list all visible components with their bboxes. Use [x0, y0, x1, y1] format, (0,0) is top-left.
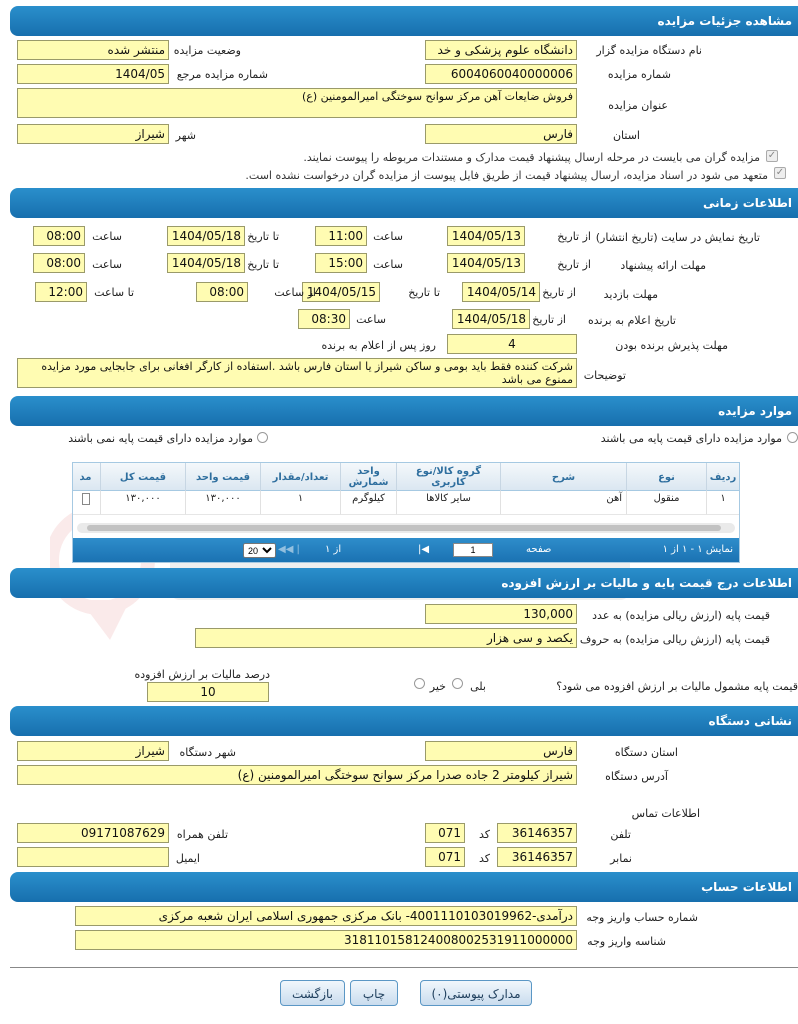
- deposit-id-label: شناسه واریز وجه: [587, 935, 666, 948]
- attach-docs-checkbox[interactable]: ✓: [767, 150, 777, 161]
- device-province-field[interactable]: فارس: [425, 741, 577, 761]
- display-to-label: تا تاریخ: [247, 230, 279, 243]
- visit-to-hour-label: تا ساعت: [94, 286, 134, 299]
- pager-next-icon[interactable]: |◀: [418, 544, 430, 555]
- announce-time[interactable]: 08:30: [298, 309, 350, 329]
- visit-to-time[interactable]: 12:00: [35, 282, 87, 302]
- footer-divider: [10, 967, 798, 968]
- cell-desc: آهن: [500, 491, 626, 515]
- vat-no-radio[interactable]: [414, 678, 425, 689]
- check1-label: مزایده گران می بایست در مرحله ارسال پیشنهاد قیمت مدارک و مستندات مربوطه را پیوست نمایند.: [303, 151, 760, 164]
- offer-from-date[interactable]: 1404/05/13: [447, 253, 525, 273]
- vat-yes-label: بلی: [470, 680, 486, 693]
- phone-code-field[interactable]: 071: [425, 823, 465, 843]
- display-from-label: از تاریخ: [557, 230, 591, 243]
- vat-question: قیمت پایه مشمول مالیات بر ارزش افزوده می شود؟: [556, 680, 798, 693]
- device-address-label: آدرس دستگاه: [605, 770, 668, 783]
- account-number-label: شماره حساب واریز وجه: [586, 911, 698, 924]
- vat-yes-radio[interactable]: [452, 678, 463, 689]
- section-header-device: نشانی دستگاه: [10, 706, 798, 736]
- province-field[interactable]: فارس: [425, 124, 577, 144]
- phone-code-label: کد: [478, 828, 490, 841]
- status-field[interactable]: منتشر شده: [17, 40, 169, 60]
- pager-prev-icon[interactable]: ◀◀ |: [278, 544, 300, 555]
- device-province-label: استان دستگاه: [614, 746, 678, 759]
- fax-code-field[interactable]: 071: [425, 847, 465, 867]
- base-words-field[interactable]: یکصد و سی هزار: [195, 628, 577, 648]
- visit-from-date[interactable]: 1404/05/14: [462, 282, 540, 302]
- deposit-id-field[interactable]: 318110158124008002531911000000: [75, 930, 577, 950]
- email-field[interactable]: [17, 847, 169, 867]
- col-total[interactable]: قیمت کل: [100, 463, 185, 491]
- display-from-date[interactable]: 1404/05/13: [447, 226, 525, 246]
- visit-to-date[interactable]: 1404/05/15: [302, 282, 380, 302]
- vat-percent-label: درصد مالیات بر ارزش افزوده: [134, 668, 270, 681]
- attached-docs-button[interactable]: مدارک پیوستی(۰): [420, 980, 532, 1006]
- col-unit-price[interactable]: قیمت واحد: [185, 463, 260, 491]
- display-from-hour-label: ساعت: [373, 230, 403, 243]
- col-unit[interactable]: واحد شمارش: [340, 463, 396, 491]
- offer-to-time[interactable]: 08:00: [33, 253, 85, 273]
- section-header-items: موارد مزایده: [10, 396, 798, 426]
- cell-unit-price: ۱۳۰,۰۰۰: [185, 491, 260, 515]
- announce-from-label: از تاریخ: [532, 313, 566, 326]
- number-label: شماره مزایده: [607, 68, 671, 81]
- mobile-label: تلفن همراه: [176, 828, 228, 841]
- offer-to-label: تا تاریخ: [247, 258, 279, 271]
- section-header-timing: اطلاعات زمانی: [10, 188, 798, 218]
- offer-to-date[interactable]: 1404/05/18: [167, 253, 245, 273]
- row-action-icon[interactable]: [82, 493, 90, 505]
- offer-label: مهلت ارائه پیشنهاد: [620, 259, 706, 272]
- base-num-field[interactable]: 130,000: [425, 604, 577, 624]
- section-header-account: اطلاعات حساب: [10, 872, 798, 902]
- no-file-offer-checkbox[interactable]: ✓: [775, 167, 785, 178]
- base-num-label: قیمت پایه (ارزش ریالی مزایده) به عدد: [592, 609, 770, 622]
- cell-unit: کیلوگرم: [340, 491, 396, 515]
- vat-percent-field[interactable]: 10: [147, 682, 269, 702]
- col-group[interactable]: گروه کالا/نوع کاربری: [396, 463, 500, 491]
- phone-field[interactable]: 36146357: [497, 823, 577, 843]
- fax-label: نمابر: [610, 852, 632, 865]
- print-button[interactable]: چاپ: [350, 980, 398, 1006]
- cell-group: سایر کالاها: [396, 491, 500, 515]
- title-field[interactable]: فروش ضایعات آهن مرکز سوانح سوختگی امیرالمومنین (ع): [17, 88, 577, 118]
- announce-hour-label: ساعت: [356, 313, 386, 326]
- offer-from-time[interactable]: 15:00: [315, 253, 367, 273]
- radio-without-base-price[interactable]: [257, 432, 268, 443]
- radio-with-label: موارد مزایده دارای قیمت پایه می باشند: [600, 432, 782, 445]
- visit-to-label: تا تاریخ: [408, 286, 440, 299]
- radio-with-base-price[interactable]: [787, 432, 798, 443]
- col-type[interactable]: نوع: [626, 463, 706, 491]
- visit-from-time[interactable]: 08:00: [196, 282, 248, 302]
- contact-title: اطلاعات تماس: [631, 807, 700, 820]
- mobile-field[interactable]: 09171087629: [17, 823, 169, 843]
- visit-from-label: از تاریخ: [542, 286, 576, 299]
- city-label: شهر: [175, 129, 196, 142]
- cell-extra[interactable]: [72, 491, 100, 515]
- display-to-date[interactable]: 1404/05/18: [167, 226, 245, 246]
- fax-field[interactable]: 36146357: [497, 847, 577, 867]
- accept-label: مهلت پذیرش برنده بودن: [615, 339, 728, 352]
- pager-size-select[interactable]: [243, 543, 276, 558]
- scrollbar-thumb[interactable]: [87, 525, 721, 531]
- device-city-field[interactable]: شیراز: [17, 741, 169, 761]
- display-to-time[interactable]: 08:00: [33, 226, 85, 246]
- offer-to-hour-label: ساعت: [92, 258, 122, 271]
- title-label: عنوان مزایده: [608, 99, 668, 112]
- cell-row: ۱: [706, 491, 739, 515]
- city-field[interactable]: شیراز: [17, 124, 169, 144]
- announce-date[interactable]: 1404/05/18: [452, 309, 530, 329]
- accept-days-field[interactable]: 4: [447, 334, 577, 354]
- items-grid: [72, 462, 740, 563]
- fax-code-label: کد: [478, 852, 490, 865]
- province-label: استان: [612, 129, 640, 142]
- radio-without-label: موارد مزایده دارای قیمت پایه نمی باشند: [68, 432, 253, 445]
- announce-label: تاریخ اعلام به برنده: [587, 314, 676, 327]
- ref-label: شماره مزایده مرجع: [176, 68, 268, 81]
- status-label: وضعیت مزایده: [173, 44, 241, 57]
- device-address-field[interactable]: شیراز کیلومتر 2 جاده صدرا مرکز سوانح سوختگی امیرالمومنین (ع): [17, 765, 577, 785]
- display-date-label: تاریخ نمایش در سایت (تاریخ انتشار): [595, 231, 760, 244]
- visit-from-hour-label: از ساعت: [274, 286, 316, 299]
- org-field[interactable]: دانشگاه علوم پزشکی و خد: [425, 40, 577, 60]
- horizontal-scrollbar[interactable]: [77, 523, 735, 533]
- cell-qty: ۱: [260, 491, 340, 515]
- visit-label: مهلت بازدید: [603, 288, 658, 301]
- org-label: نام دستگاه مزایده گزار: [596, 44, 702, 57]
- display-from-time[interactable]: 11:00: [315, 226, 367, 246]
- email-label: ایمیل: [175, 852, 200, 865]
- col-desc[interactable]: شرح: [500, 463, 626, 491]
- pager-page-label: صفحه: [526, 544, 552, 555]
- section-header-details: مشاهده جزئیات مزایده: [10, 6, 798, 36]
- display-to-hour-label: ساعت: [92, 230, 122, 243]
- pager-page-input[interactable]: [453, 543, 493, 557]
- pager-of: از ۱: [325, 544, 342, 555]
- account-number-field[interactable]: درآمدی-4001110103019962- بانک مرکزی جمهوری اسلامی ایران شعبه مرکزی: [75, 906, 577, 926]
- phone-label: تلفن: [610, 828, 631, 841]
- offer-from-label: از تاریخ: [557, 258, 591, 271]
- grid-header: [73, 463, 739, 491]
- cell-total: ۱۳۰,۰۰۰: [100, 491, 185, 515]
- desc-label: توضیحات: [583, 369, 626, 382]
- vat-no-label: خیر: [429, 680, 446, 693]
- col-extra[interactable]: مد: [72, 463, 100, 491]
- base-words-label: قیمت پایه (ارزش ریالی مزایده) به حروف: [579, 633, 770, 646]
- device-city-label: شهر دستگاه: [179, 746, 236, 759]
- desc-field[interactable]: شرکت کننده فقط باید بومی و ساکن شیراز یا استان فارس باشد .استفاده از کارگر افغانی برای جابجایی مورد مزایده ممنوع می باشد: [17, 358, 577, 388]
- grid-pager: [73, 538, 739, 563]
- number-field[interactable]: 6004060040000006: [425, 64, 577, 84]
- pager-display: نمایش ۱ - ۱ از ۱: [662, 544, 733, 555]
- col-row[interactable]: ردیف: [706, 463, 739, 491]
- cell-type: منقول: [626, 491, 706, 515]
- back-button[interactable]: بازگشت: [280, 980, 345, 1006]
- check2-label: متعهد می شود در اسناد مزایده، ارسال پیشنهاد قیمت از طریق فایل پیوست از مزایده گران درخواست نشده است.: [245, 169, 768, 182]
- col-qty[interactable]: تعداد/مقدار: [260, 463, 340, 491]
- ref-field[interactable]: 1404/05: [17, 64, 169, 84]
- section-header-pricing: اطلاعات درج قیمت پایه و مالیات بر ارزش افزوده: [10, 568, 798, 598]
- accept-suffix: روز پس از اعلام به برنده: [321, 339, 436, 352]
- offer-from-hour-label: ساعت: [373, 258, 403, 271]
